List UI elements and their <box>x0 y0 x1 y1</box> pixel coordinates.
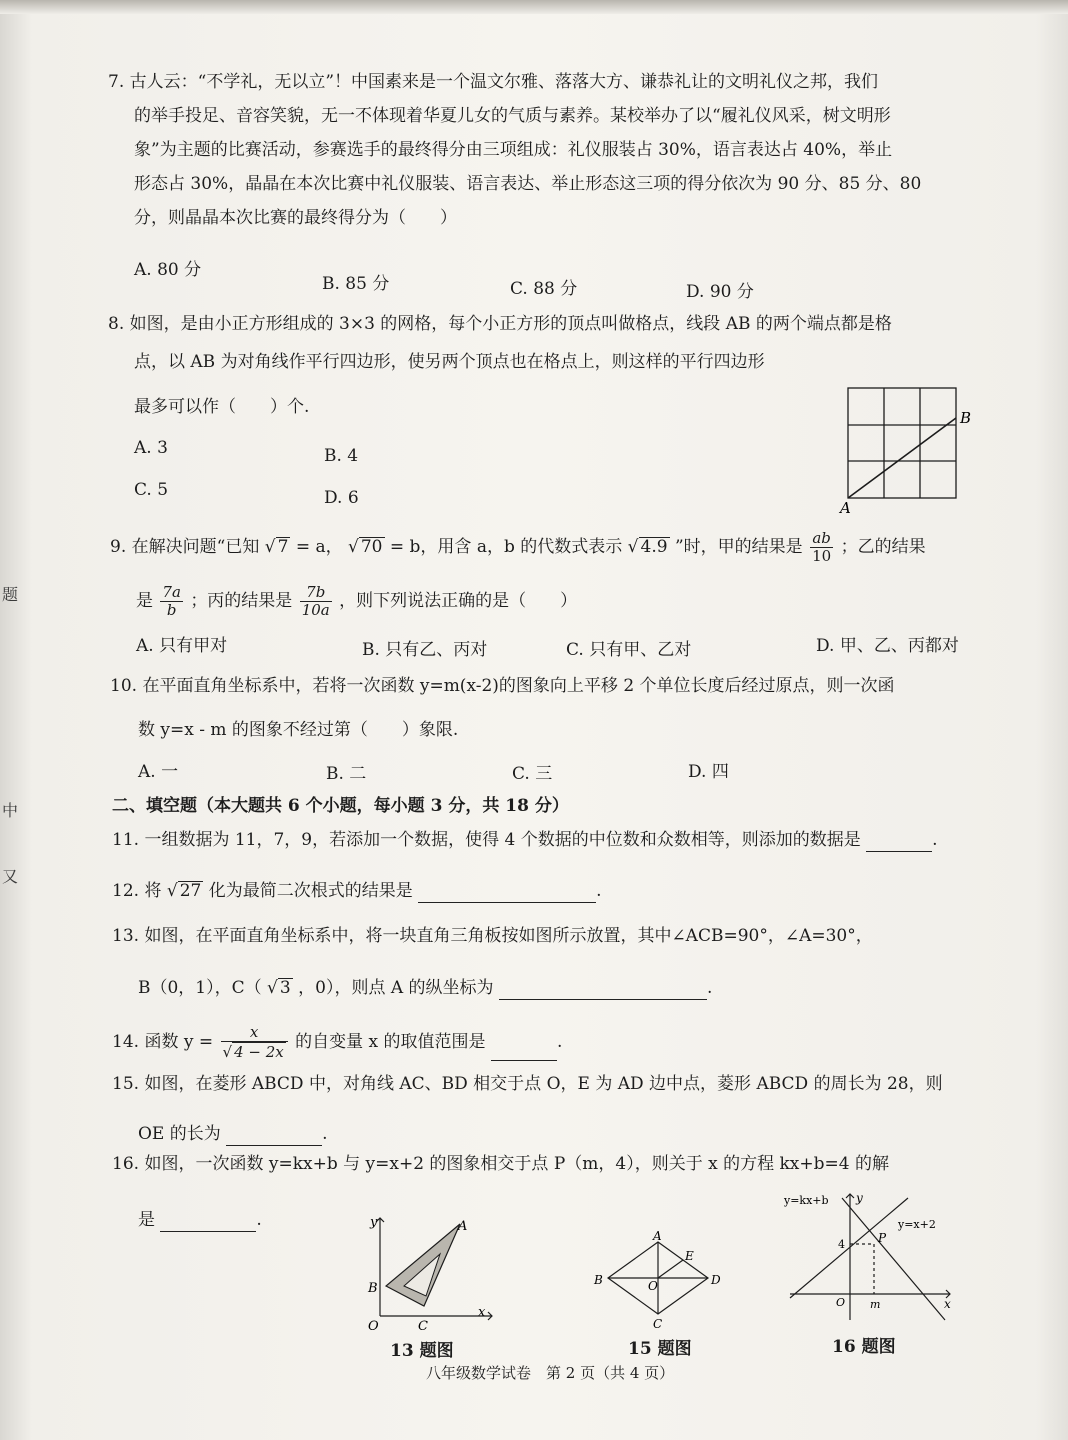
q13-text: B（0，1），C（ <box>138 978 262 998</box>
q14-text: 的自变量 x 的取值范围是 <box>295 1032 486 1052</box>
fig13-coordinate-figure <box>360 1212 500 1334</box>
sqrt-7: √ 7 <box>264 537 289 557</box>
q12-text: 12. 将 <box>112 881 162 901</box>
point-p-label: P <box>878 1231 887 1245</box>
q7-option-b: B. 85 分 <box>322 274 390 294</box>
q13-text: ，0），则点 A 的纵坐标为 <box>298 978 494 998</box>
sqrt-4-9: √ 4.9 <box>627 537 668 557</box>
numerator: ab <box>810 530 833 548</box>
answer-blank[interactable] <box>418 884 596 903</box>
fraction-x-over-sqrt <box>221 1024 288 1061</box>
q15-line-1: 15. 如图，在菱形 ABCD 中，对角线 AC、BD 相交于点 O，E 为 AD 边中点，菱形 ABCD 的周长为 28，则 <box>112 1074 943 1094</box>
q14-text: 14. 函数 y = <box>112 1032 214 1052</box>
q9-option-c: C. 只有甲、乙对 <box>566 640 692 660</box>
radicand: 3 <box>279 978 291 998</box>
q12-line: 12. 将 √ 27 化为最简二次根式的结果是 . <box>112 881 602 901</box>
fig15-rhombus-figure <box>590 1230 730 1330</box>
q7-option-c: C. 88 分 <box>510 279 578 299</box>
x-axis-label: x <box>478 1305 486 1320</box>
q8-option-a: A. 3 <box>134 438 168 458</box>
radicand: 7 <box>277 537 289 557</box>
q10-option-a: A. 一 <box>138 762 179 782</box>
q8-line-3: 最多可以作（ ）个. <box>134 397 310 417</box>
sqrt-3: √ 3 <box>267 978 291 998</box>
tick-m-label: m <box>870 1298 881 1311</box>
point-b-label: B <box>594 1273 603 1287</box>
q15-text: OE 的长为 <box>138 1124 221 1144</box>
q13-line-1: 13. 如图，在平面直角坐标系中，将一块直角三角板按如图所示放置，其中∠ACB=90°，∠A=30°， <box>112 926 873 946</box>
q7-line-3: 象”为主题的比赛活动，参赛选手的最终得分由三项组成：礼仪服装占 30%，语言表达占 40%，举止 <box>134 140 893 160</box>
denominator: √ 4 − 2x <box>222 1043 284 1061</box>
x-axis-label: x <box>944 1297 951 1311</box>
fraction-ab-10 <box>810 530 833 565</box>
sqrt-70: √ 70 <box>348 537 383 557</box>
answer-blank[interactable] <box>866 833 932 852</box>
denominator: b <box>166 601 177 619</box>
y-axis-label: y <box>370 1215 378 1230</box>
origin-label: O <box>368 1319 379 1334</box>
q9-text: = b，用含 a，b 的代数式表示 <box>389 537 623 557</box>
q9-text: 是 <box>136 591 153 611</box>
numerator: 7b <box>300 584 332 602</box>
y-axis-label: y <box>856 1191 863 1205</box>
q7-line-4: 形态占 30%，晶晶在本次比赛中礼仪服装、语言表达、举止形态这三项的得分依次为 90 分、85 分、80 <box>134 174 922 194</box>
fig16-caption: 16 题图 <box>832 1337 896 1357</box>
q8-line-1: 8. 如图，是由小正方形组成的 3×3 的网格，每个小正方形的顶点叫做格点，线段 AB 的两个端点都是格 <box>108 314 892 334</box>
q9-text: 9. 在解决问题“已知 <box>110 537 260 557</box>
q14-line: 14. 函数 y = $\frac{x}{√ 4 - 2x}$ 的自变量 x 的取值范围是 . <box>112 1023 563 1061</box>
line-kx-b-label: y=kx+b <box>784 1194 829 1207</box>
point-c-label: C <box>653 1317 663 1331</box>
q9-option-b: B. 只有乙、丙对 <box>362 640 488 660</box>
q13-line-2: B（0，1），C（ √ 3 ，0），则点 A 的纵坐标为 . <box>138 978 713 998</box>
q10-option-b: B. 二 <box>326 764 367 784</box>
answer-blank[interactable] <box>499 981 707 1000</box>
q11-text: 11. 一组数据为 11，7，9，若添加一个数据，使得 4 个数据的中位数和众数相等，则添加的数据是 <box>112 830 861 850</box>
q9-option-d: D. 甲、乙、丙都对 <box>816 636 959 656</box>
answer-blank[interactable] <box>491 1042 557 1061</box>
q16-line-1: 16. 如图，一次函数 y=kx+b 与 y=x+2 的图象相交于点 P（m，4），则关于 x 的方程 kx+b=4 的解 <box>112 1154 889 1174</box>
tick-4-label: 4 <box>838 1238 845 1251</box>
q9-text: ，则下列说法正确的是（ ） <box>339 591 578 611</box>
q9-option-a: A. 只有甲对 <box>136 636 228 656</box>
page-footer: 八年级数学试卷 第 2 页（共 4 页） <box>426 1364 675 1382</box>
numerator: x <box>221 1024 288 1042</box>
denominator: 10 <box>812 547 832 565</box>
radicand: 70 <box>360 537 383 557</box>
q16-line-2: 是 . <box>138 1210 262 1230</box>
numerator: 7a <box>162 583 181 601</box>
fig16-graph-figure <box>780 1190 960 1330</box>
point-e-label: E <box>685 1249 694 1263</box>
radicand: 27 <box>179 881 202 901</box>
q8-grid-figure <box>840 385 970 515</box>
q9-line-2 <box>136 584 577 619</box>
q15-line-2: OE 的长为 . <box>138 1124 328 1144</box>
point-o-label: O <box>648 1279 658 1293</box>
margin-mark: 中 <box>2 801 19 820</box>
q9-text: = a， <box>295 537 343 557</box>
fraction-7b-10a <box>300 584 332 619</box>
q9-text: ”时，甲的结果是 <box>674 537 803 557</box>
point-d-label: D <box>711 1273 721 1287</box>
q8-line-2: 点，以 AB 为对角线作平行四边形，使另两个顶点也在格点上，则这样的平行四边形 <box>134 352 765 372</box>
answer-blank[interactable] <box>226 1127 322 1146</box>
q8-option-b: B. 4 <box>324 446 359 466</box>
q10-option-d: D. 四 <box>688 762 729 782</box>
q11-line: 11. 一组数据为 11，7，9，若添加一个数据，使得 4 个数据的中位数和众数相等，则添加的数据是 . <box>112 830 938 850</box>
q16-text: 是 <box>138 1210 155 1230</box>
q7-line-1: 7. 古人云：“不学礼，无以立”！中国素来是一个温文尔雅、落落大方、谦恭礼让的文明礼仪之邦，我们 <box>108 72 879 92</box>
point-a-label: A <box>840 499 851 517</box>
fraction-7a-b <box>160 584 183 619</box>
q10-option-c: C. 三 <box>512 764 553 784</box>
q8-option-c: C. 5 <box>134 480 169 500</box>
point-b-label: B <box>368 1281 378 1296</box>
q12-text: 化为最简二次根式的结果是 <box>208 881 413 901</box>
point-a-label: A <box>458 1219 468 1234</box>
denominator: 10a <box>301 601 330 619</box>
q9-line-1 <box>110 530 926 565</box>
radicand: 4.9 <box>640 537 668 557</box>
line-x-plus-2-label: y=x+2 <box>898 1218 936 1231</box>
page-top-edge <box>0 0 1068 14</box>
q7-option-d: D. 90 分 <box>686 282 754 302</box>
q10-line-2: 数 y=x - m 的图象不经过第（ ）象限. <box>138 720 459 740</box>
q7-option-a: A. 80 分 <box>134 260 202 280</box>
section-2-heading: 二、填空题（本大题共 6 个小题，每小题 3 分，共 18 分） <box>112 796 569 816</box>
q9-text: ；丙的结果是 <box>190 591 293 611</box>
fig13-caption: 13 题图 <box>390 1341 454 1361</box>
point-b-label: B <box>960 409 972 427</box>
q8-option-d: D. 6 <box>324 488 359 508</box>
point-a-label: A <box>653 1229 662 1243</box>
fig15-caption: 15 题图 <box>628 1339 692 1359</box>
point-c-label: C <box>418 1319 428 1334</box>
q9-text: ；乙的结果 <box>840 537 926 557</box>
margin-mark: 题 <box>2 585 19 604</box>
sqrt-27: √ 27 <box>166 881 202 901</box>
q7-line-2: 的举手投足、音容笑貌，无一不体现着华夏儿女的气质与素养。某校举办了以“履礼仪风采，树文明形 <box>134 106 891 126</box>
q10-line-1: 10. 在平面直角坐标系中，若将一次函数 y=m(x-2)的图象向上平移 2 个单位长度后经过原点，则一次函 <box>110 676 895 696</box>
origin-label: O <box>836 1296 846 1309</box>
radicand: 4 − 2x <box>234 1043 284 1061</box>
q7-line-5: 分，则晶晶本次比赛的最终得分为（ ） <box>134 208 457 228</box>
answer-blank[interactable] <box>160 1213 256 1232</box>
margin-mark: 又 <box>2 867 19 886</box>
